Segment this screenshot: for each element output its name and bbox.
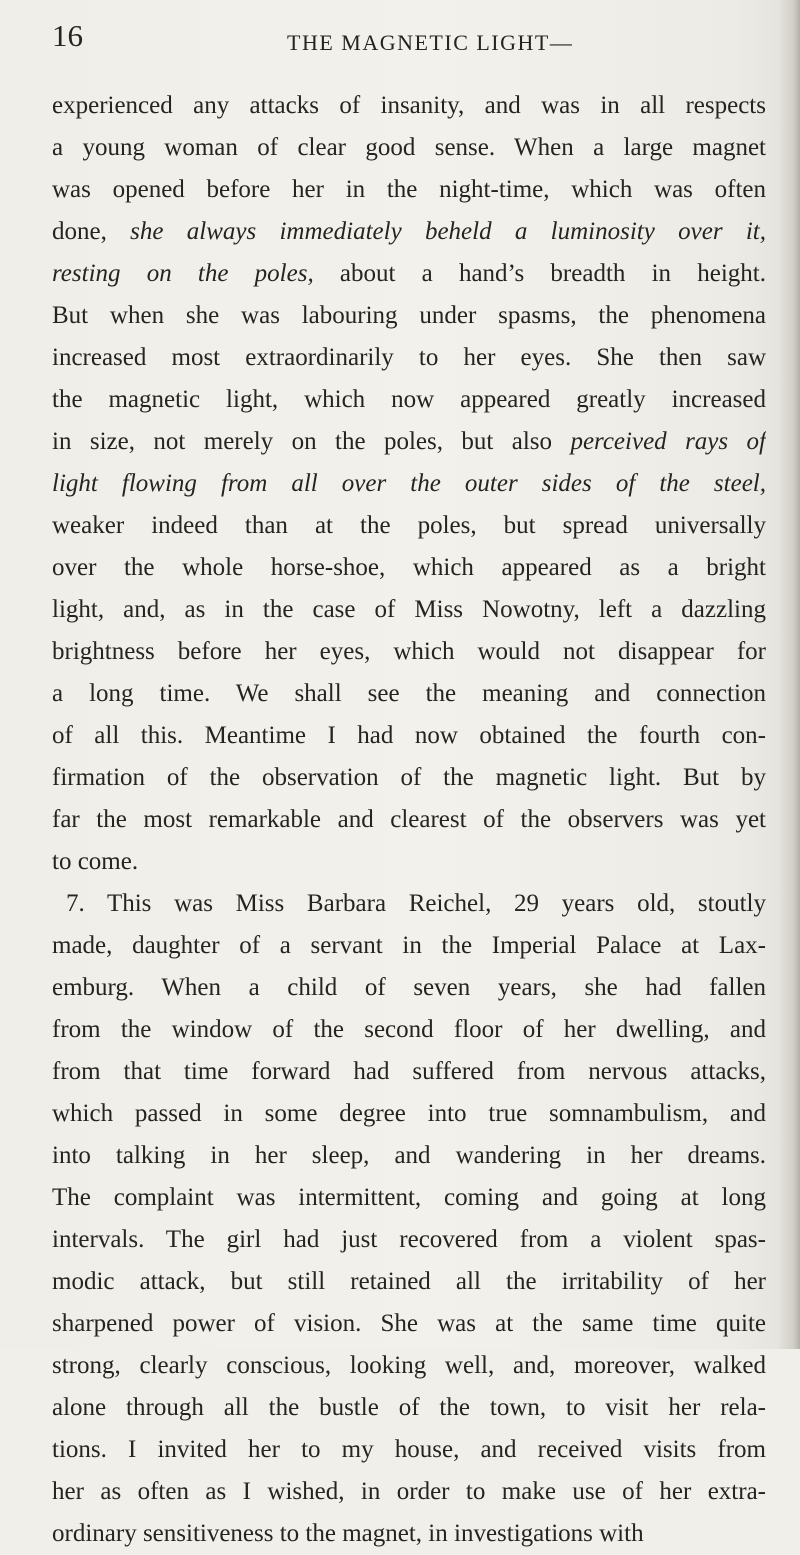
text-line xyxy=(52,505,766,547)
text-span: far the most remarkable and clearest of the observers was yet xyxy=(52,806,766,833)
text-line xyxy=(52,631,766,673)
text-line xyxy=(52,757,766,799)
text-line xyxy=(52,1093,766,1135)
text-line xyxy=(52,1513,766,1555)
text-line xyxy=(52,799,766,841)
page-edge-shadow xyxy=(778,0,800,1349)
text-span: experienced any attacks of insanity, and was in all respects xyxy=(52,92,766,119)
text-span: was opened before her in the night-time, which was often xyxy=(52,176,766,203)
text-span: modic attack, but still retained all the irritability of her xyxy=(52,1268,766,1295)
page-header xyxy=(52,18,752,58)
text-span: alone through all the bustle of the town, to visit her rela- xyxy=(52,1394,766,1421)
text-span: which passed in some degree into true somnambulism, and xyxy=(52,1100,766,1127)
text-line xyxy=(52,1051,766,1093)
text-span: ordinary sensitiveness to the magnet, in investigations with xyxy=(52,1520,644,1547)
italic-text: light flowing from all over the outer sides of the steel, xyxy=(52,470,766,497)
text-span: of all this. Meantime I had now obtained the fourth con- xyxy=(52,722,766,749)
text-line xyxy=(52,337,766,379)
body-text xyxy=(52,85,766,1555)
text-line xyxy=(52,1135,766,1177)
text-span: the magnetic light, which now appeared greatly increased xyxy=(52,386,766,413)
text-line xyxy=(52,1177,766,1219)
text-span: brightness before her eyes, which would not disappear for xyxy=(52,638,766,665)
text-span: into talking in her sleep, and wandering in her dreams. xyxy=(52,1142,766,1169)
text-span: emburg. When a child of seven years, she had fallen xyxy=(52,974,766,1001)
text-span: her as often as I wished, in order to make use of her extra- xyxy=(52,1478,766,1505)
text-line xyxy=(52,841,766,883)
text-span: a long time. We shall see the meaning and connection xyxy=(52,680,766,707)
text-line xyxy=(52,967,766,1009)
text-line xyxy=(52,295,766,337)
text-span: about a hand’s breadth in height. xyxy=(313,260,766,287)
text-line xyxy=(52,715,766,757)
italic-text: she always immediately beheld a luminosity over it, xyxy=(130,218,766,245)
text-span: light, and, as in the case of Miss Nowotny, left a dazzling xyxy=(52,596,766,623)
text-line xyxy=(52,85,766,127)
text-span: increased most extraordinarily to her eyes. She then saw xyxy=(52,344,766,371)
text-line xyxy=(52,127,766,169)
text-line xyxy=(52,925,766,967)
text-line xyxy=(52,673,766,715)
text-line xyxy=(52,1219,766,1261)
text-line xyxy=(52,253,766,295)
text-span: But when she was labouring under spasms, the phenomena xyxy=(52,302,766,329)
text-line xyxy=(52,379,766,421)
text-line xyxy=(52,1387,766,1429)
text-span: tions. I invited her to my house, and received visits from xyxy=(52,1436,766,1463)
text-line xyxy=(52,169,766,211)
text-line xyxy=(52,1261,766,1303)
text-line xyxy=(52,463,766,505)
text-span: strong, clearly conscious, looking well, and, moreover, walked xyxy=(52,1352,766,1379)
running-head: THE MAGNETIC LIGHT— xyxy=(287,30,574,55)
text-span: to come. xyxy=(52,848,139,875)
text-line xyxy=(52,1471,766,1513)
text-span: in size, not merely on the poles, but also xyxy=(52,428,571,455)
italic-text: perceived rays of xyxy=(570,428,766,455)
text-line xyxy=(52,883,766,925)
text-line xyxy=(52,1429,766,1471)
text-span: 7. This was Miss Barbara Reichel, 29 years old, stoutly xyxy=(66,890,766,917)
page-number: 16 xyxy=(52,18,83,53)
text-line xyxy=(52,1345,766,1387)
text-span: sharpened power of vision. She was at the same time quite xyxy=(52,1310,766,1337)
text-span: firmation of the observation of the magnetic light. But by xyxy=(52,764,766,791)
text-line xyxy=(52,589,766,631)
text-span: The complaint was intermittent, coming and going at long xyxy=(52,1184,766,1211)
text-span: from the window of the second floor of her dwelling, and xyxy=(52,1016,766,1043)
text-span: intervals. The girl had just recovered from a violent spas- xyxy=(52,1226,766,1253)
text-line xyxy=(52,1303,766,1345)
text-span: made, daughter of a servant in the Imperial Palace at Lax- xyxy=(52,932,766,959)
text-span: weaker indeed than at the poles, but spread universally xyxy=(52,512,766,539)
text-span: done, xyxy=(52,218,131,245)
text-line xyxy=(52,547,766,589)
text-line xyxy=(52,211,766,253)
italic-text: resting on the poles, xyxy=(52,260,314,287)
text-line xyxy=(52,1009,766,1051)
text-span: a young woman of clear good sense. When a large magnet xyxy=(52,134,766,161)
text-span: over the whole horse-shoe, which appeared as a bright xyxy=(52,554,766,581)
text-span: from that time forward had suffered from nervous attacks, xyxy=(52,1058,766,1085)
text-line xyxy=(52,421,766,463)
